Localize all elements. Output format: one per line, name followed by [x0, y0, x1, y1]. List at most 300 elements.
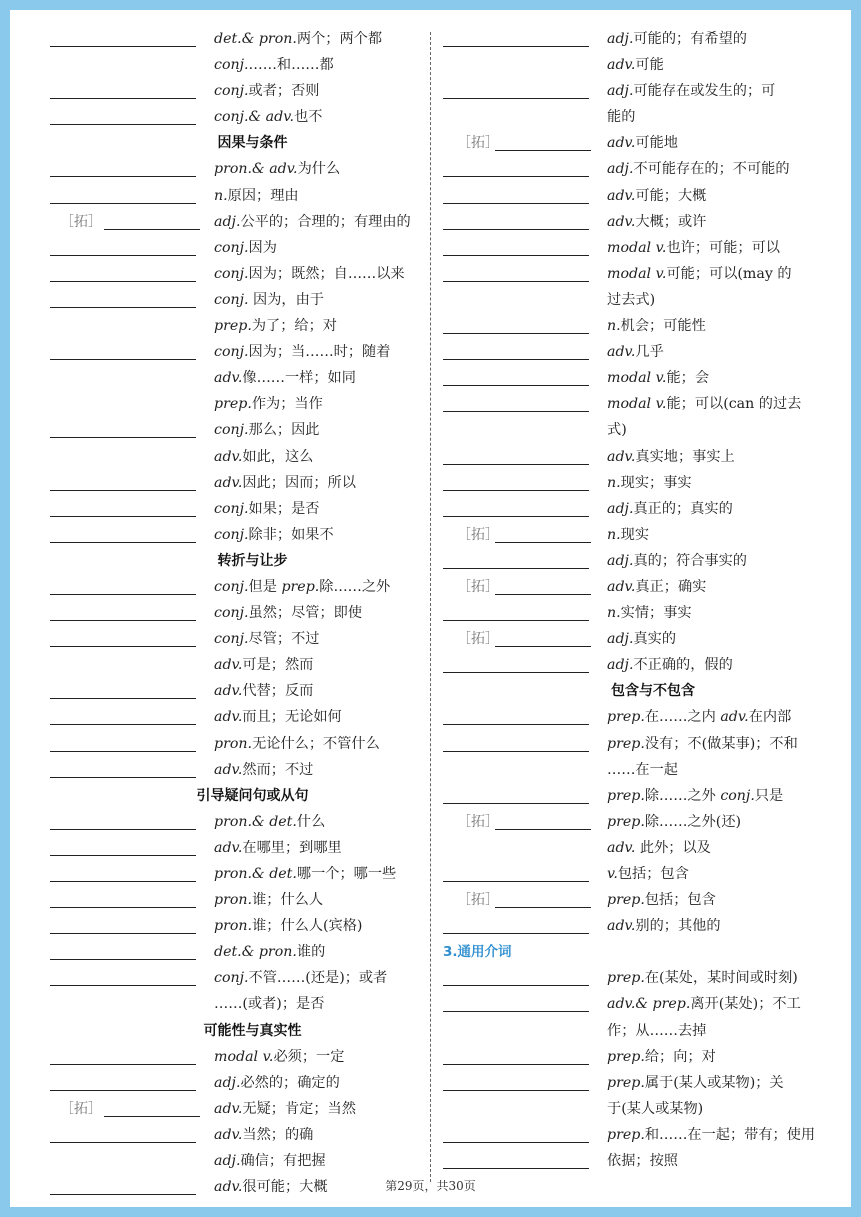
definition: [443, 704, 823, 730]
meaning-text: 两个；两个都: [296, 31, 383, 47]
meaning-text: 实情；事实: [620, 605, 692, 622]
meaning-text: ……(或者)；是否: [214, 996, 325, 1013]
vocab-row: [50, 678, 425, 704]
answer-blank[interactable]: [50, 855, 196, 856]
answer-blank[interactable]: [50, 1142, 196, 1143]
part-of-speech: pron.& adv.: [214, 161, 298, 178]
answer-blank[interactable]: [443, 751, 589, 752]
answer-blank[interactable]: [50, 307, 196, 308]
answer-blank[interactable]: [495, 594, 591, 595]
meaning-text: 包括；包含: [644, 892, 716, 909]
answer-blank[interactable]: [50, 437, 196, 438]
part-of-speech: adv.: [720, 709, 749, 726]
document-page: [10, 10, 851, 1207]
part-of-speech: prep.: [281, 578, 320, 595]
meaning-text: 代替；反而: [242, 683, 314, 700]
definition: [443, 1096, 823, 1122]
vocab-row: [443, 835, 823, 861]
definition: [50, 26, 425, 52]
meaning-text: 可是；然而: [242, 657, 314, 674]
meaning-text: 如此，这么: [242, 448, 314, 465]
answer-blank[interactable]: [50, 594, 196, 595]
definition: [50, 652, 425, 678]
definition: [50, 1070, 425, 1096]
definition: [50, 235, 425, 261]
meaning-text: 像……一样；如同: [242, 370, 356, 387]
part-of-speech: modal v.: [607, 265, 667, 282]
meaning-text: 可能: [635, 57, 664, 74]
meaning-text: 因此；因而；所以: [242, 474, 356, 491]
definition: [443, 417, 823, 443]
answer-blank[interactable]: [443, 933, 589, 934]
definition: [50, 156, 425, 182]
meaning-text: 谁；什么人(宾格): [252, 918, 363, 935]
meaning-text: 除……之外: [319, 578, 391, 595]
answer-blank[interactable]: [443, 1090, 589, 1091]
answer-blank[interactable]: [50, 98, 196, 99]
section-heading: 可能性与真实性: [203, 1022, 302, 1039]
part-of-speech: prep.: [607, 970, 645, 987]
vocab-row: [50, 391, 425, 417]
meaning-text: 真实地；事实上: [635, 448, 735, 465]
part-of-speech: adj.: [607, 552, 634, 569]
answer-blank[interactable]: [443, 1064, 589, 1065]
meaning-text: 因为；当……时；随着: [248, 344, 391, 361]
definition: [443, 913, 823, 939]
vocab-row: [443, 26, 823, 52]
right-column: [443, 26, 823, 1174]
answer-blank[interactable]: [50, 359, 196, 360]
definition: [50, 913, 425, 939]
definition: [443, 339, 823, 365]
meaning-text: 作；从……去掉: [607, 1022, 707, 1039]
part-of-speech: conj.: [214, 239, 249, 256]
answer-blank[interactable]: [50, 881, 196, 882]
vocab-row: [443, 470, 823, 496]
vocab-row: [443, 52, 823, 78]
definition: [50, 391, 425, 417]
answer-blank[interactable]: [443, 881, 589, 882]
part-of-speech: pron.& det.: [214, 813, 297, 830]
vocab-row: [443, 444, 823, 470]
definition: [443, 78, 823, 104]
part-of-speech: adv.: [214, 761, 243, 778]
answer-blank[interactable]: [50, 933, 196, 934]
section-heading: 引导疑问句或从句: [196, 787, 309, 804]
meaning-text: 没有；不(做某事)；不和: [644, 735, 798, 752]
vocab-row: [443, 365, 823, 391]
part-of-speech: n.: [607, 526, 621, 543]
meaning-text: 为什么: [297, 161, 341, 178]
vocab-row: [50, 939, 425, 965]
part-of-speech: conj.: [214, 265, 249, 282]
definition: [443, 652, 823, 678]
vocab-row: [50, 887, 425, 913]
vocab-row: [443, 78, 823, 104]
vocab-row: [50, 522, 425, 548]
part-of-speech: adj.: [214, 1074, 241, 1091]
part-of-speech: conj.: [720, 787, 755, 804]
answer-blank[interactable]: [50, 490, 196, 491]
definition: [50, 78, 425, 104]
vocab-row: [443, 261, 823, 287]
part-of-speech: adv.: [607, 57, 636, 74]
answer-blank[interactable]: [443, 490, 589, 491]
vocab-row: [50, 1148, 425, 1174]
definition: [443, 470, 823, 496]
definition: [50, 313, 425, 339]
answer-blank[interactable]: [50, 777, 196, 778]
vocab-row: [50, 444, 425, 470]
definition: [443, 548, 823, 574]
meaning-text: 在内部: [748, 709, 792, 726]
part-of-speech: prep.: [607, 892, 645, 909]
meaning-text: 离开(某处)；不工: [690, 996, 801, 1013]
part-of-speech: conj.: [214, 631, 249, 648]
vocab-row: [443, 522, 823, 548]
meaning-text: 包括；包含: [617, 866, 689, 882]
answer-blank[interactable]: [443, 568, 589, 569]
part-of-speech: adv.: [214, 1100, 243, 1117]
page-footer: 第29页，共30页: [385, 1179, 476, 1193]
part-of-speech: prep.: [607, 735, 645, 752]
vocab-row: [443, 417, 823, 443]
meaning-text: 当然；的确: [242, 1126, 314, 1143]
definition: [443, 600, 823, 626]
definition: [443, 1018, 823, 1044]
meaning-text: 或者；否则: [248, 83, 320, 100]
definition: [50, 731, 425, 757]
meaning-text: 真正；确实: [635, 578, 707, 595]
vocab-row: [443, 209, 823, 235]
part-of-speech: det.& pron.: [214, 944, 297, 961]
vocab-row: [443, 313, 823, 339]
part-of-speech: conj.: [214, 344, 249, 361]
definition: [50, 574, 425, 600]
part-of-speech: adv.: [607, 135, 636, 152]
vocab-row: [50, 1044, 425, 1070]
answer-blank[interactable]: [443, 359, 589, 360]
vocab-row: [443, 783, 823, 809]
part-of-speech: conj.: [214, 970, 249, 987]
meaning-text: 因为；既然；自……以来: [248, 265, 405, 282]
definition: [50, 991, 425, 1017]
extension-tag: ［拓］: [457, 813, 499, 830]
answer-blank[interactable]: [104, 229, 200, 230]
definition: [50, 444, 425, 470]
vocab-row: [50, 78, 425, 104]
answer-blank[interactable]: [50, 1194, 196, 1195]
definition: [50, 417, 425, 443]
answer-blank[interactable]: [50, 751, 196, 752]
part-of-speech: prep.: [607, 813, 645, 830]
vocab-row: [50, 104, 425, 130]
vocab-row: [50, 339, 425, 365]
answer-blank[interactable]: [443, 281, 589, 282]
answer-blank[interactable]: [443, 229, 589, 230]
answer-blank[interactable]: [443, 724, 589, 725]
definition: [443, 1122, 823, 1148]
vocab-row: [50, 1096, 425, 1122]
meaning-text: 然而；不过: [242, 761, 314, 778]
meaning-text: 必须；一定: [273, 1048, 345, 1065]
answer-blank[interactable]: [443, 516, 589, 517]
meaning-text: 也许；可能；可以: [666, 239, 780, 256]
answer-blank[interactable]: [443, 385, 589, 386]
meaning-text: ……在一起: [607, 761, 678, 778]
meaning-text: 现实: [620, 526, 650, 543]
part-of-speech: adj.: [607, 631, 634, 648]
vocab-row: [50, 365, 425, 391]
vocab-row: [50, 183, 425, 209]
definition: [50, 704, 425, 730]
definition: [443, 835, 823, 861]
column-divider: [430, 32, 431, 1182]
vocab-row: [443, 574, 823, 600]
vocab-row: [50, 417, 425, 443]
definition: [50, 1148, 425, 1174]
meaning-text: 可能存在或发生的；可: [633, 83, 776, 100]
meaning-text: 真实的: [633, 631, 677, 648]
definition: [443, 156, 823, 182]
answer-blank[interactable]: [495, 907, 591, 908]
part-of-speech: conj.: [214, 578, 249, 595]
meaning-text: 可能地: [635, 135, 678, 152]
meaning-text: 因为: [248, 239, 277, 256]
answer-blank[interactable]: [50, 829, 196, 830]
answer-blank[interactable]: [443, 46, 589, 47]
meaning-text: 无论什么；不管什么: [252, 735, 380, 752]
answer-blank[interactable]: [443, 1142, 589, 1143]
vocab-row: [443, 156, 823, 182]
answer-blank[interactable]: [443, 176, 589, 177]
answer-blank[interactable]: [50, 620, 196, 621]
meaning-text: 尽管；不过: [248, 631, 320, 648]
answer-blank[interactable]: [50, 646, 196, 647]
meaning-text: 谁；什么人: [252, 892, 324, 909]
section-heading: 包含与不包含: [611, 683, 695, 700]
answer-blank[interactable]: [50, 1090, 196, 1091]
vocab-row: [443, 391, 823, 417]
definition: [443, 757, 823, 783]
meaning-text: 真正的；真实的: [633, 500, 733, 517]
answer-blank[interactable]: [443, 203, 589, 204]
vocab-row: [443, 626, 823, 652]
vocab-row: [50, 209, 425, 235]
answer-blank[interactable]: [50, 516, 196, 517]
answer-blank[interactable]: [443, 985, 589, 986]
meaning-text: 除……之外: [644, 787, 721, 804]
meaning-text: 确信；有把握: [240, 1153, 326, 1170]
vocab-row: [50, 313, 425, 339]
answer-blank[interactable]: [50, 255, 196, 256]
part-of-speech: pron.& det.: [214, 866, 297, 882]
definition: [50, 939, 425, 965]
answer-blank[interactable]: [443, 98, 589, 99]
part-of-speech: conj.: [214, 83, 249, 100]
vocab-row: [50, 470, 425, 496]
part-of-speech: conj.& adv.: [214, 109, 295, 126]
answer-blank[interactable]: [443, 333, 589, 334]
vocab-row: [443, 809, 823, 835]
answer-blank[interactable]: [495, 829, 591, 830]
definition: [50, 496, 425, 522]
meaning-text: 为了；给；对: [251, 318, 337, 335]
definition: [443, 731, 823, 757]
extension-tag: ［拓］: [60, 213, 102, 230]
vocab-row: [443, 913, 823, 939]
meaning-text: 式): [607, 422, 627, 439]
vocab-row: [443, 1148, 823, 1174]
part-of-speech: adv.: [607, 839, 636, 856]
definition: [50, 809, 425, 835]
part-of-speech: adv.: [607, 344, 636, 361]
answer-blank[interactable]: [50, 124, 196, 125]
meaning-text: 什么: [296, 813, 326, 830]
definition: [50, 965, 425, 991]
answer-blank[interactable]: [50, 724, 196, 725]
vocab-row: [443, 757, 823, 783]
part-of-speech: prep.: [214, 318, 252, 335]
definition: [50, 1096, 425, 1122]
part-of-speech: adv.: [607, 187, 636, 204]
answer-blank[interactable]: [50, 1064, 196, 1065]
vocab-row: [50, 835, 425, 861]
vocab-row: [443, 704, 823, 730]
vocab-row: [50, 809, 425, 835]
answer-blank[interactable]: [50, 176, 196, 177]
vocab-row: [443, 1018, 823, 1044]
answer-blank[interactable]: [50, 203, 196, 204]
part-of-speech: prep.: [607, 709, 645, 726]
answer-blank[interactable]: [50, 46, 196, 47]
vocab-row: [443, 652, 823, 678]
answer-blank[interactable]: [50, 281, 196, 282]
answer-blank[interactable]: [495, 542, 591, 543]
answer-blank[interactable]: [50, 907, 196, 908]
part-of-speech: adj.: [607, 161, 634, 178]
answer-blank[interactable]: [495, 150, 591, 151]
part-of-speech: adv.: [214, 839, 243, 856]
definition: [50, 261, 425, 287]
part-of-speech: pron.: [214, 918, 253, 935]
vocab-row: [443, 1122, 823, 1148]
part-of-speech: prep.: [607, 1074, 645, 1091]
definition: [50, 600, 425, 626]
meaning-text: 如果；是否: [248, 500, 320, 517]
vocab-row: [443, 104, 823, 130]
answer-blank[interactable]: [443, 1011, 589, 1012]
meaning-text: 不管……(还是)；或者: [248, 970, 388, 987]
vocab-row: [443, 183, 823, 209]
vocab-row: [50, 26, 425, 52]
answer-blank[interactable]: [443, 620, 589, 621]
part-of-speech: conj.: [214, 291, 249, 308]
answer-blank[interactable]: [443, 672, 589, 673]
vocab-row: [50, 913, 425, 939]
meaning-text: 能；会: [666, 370, 710, 387]
vocab-row: [50, 704, 425, 730]
answer-blank[interactable]: [495, 646, 591, 647]
part-of-speech: prep.: [607, 1126, 645, 1143]
part-of-speech: adv.: [607, 578, 636, 595]
vocab-row: [50, 991, 425, 1017]
meaning-text: 除非；如果不: [248, 526, 334, 543]
vocab-row: [50, 965, 425, 991]
part-of-speech: adv.: [214, 709, 243, 726]
definition: [443, 365, 823, 391]
meaning-text: 可能；大概: [635, 187, 707, 204]
part-of-speech: adv.: [214, 657, 243, 674]
definition: [50, 104, 425, 130]
definition: [443, 235, 823, 261]
definition: [443, 444, 823, 470]
part-of-speech: adv.: [214, 683, 243, 700]
vocab-row: [50, 496, 425, 522]
part-of-speech: conj.: [214, 605, 249, 622]
meaning-text: 公平的；合理的；有理由的: [240, 213, 411, 230]
definition: [443, 52, 823, 78]
vocab-row: [443, 887, 823, 913]
vocab-row: [443, 1044, 823, 1070]
part-of-speech: prep.: [607, 1048, 645, 1065]
answer-blank[interactable]: [443, 1168, 589, 1169]
meaning-text: 在(某处，某时间或时刻): [644, 970, 798, 987]
part-of-speech: prep.: [607, 787, 645, 804]
meaning-text: 大概；或许: [635, 213, 707, 230]
meaning-text: 此外；以及: [635, 839, 711, 856]
answer-blank[interactable]: [443, 411, 589, 412]
vocab-row: [443, 339, 823, 365]
vocab-row: [50, 1070, 425, 1096]
answer-blank[interactable]: [443, 803, 589, 804]
definition: [50, 861, 425, 887]
definition: [443, 887, 823, 913]
vocab-row: [50, 261, 425, 287]
meaning-text: 无疑；肯定；当然: [242, 1100, 356, 1117]
answer-blank[interactable]: [50, 985, 196, 986]
answer-blank[interactable]: [50, 698, 196, 699]
vocab-row: [443, 965, 823, 991]
meaning-text: 也不: [294, 109, 323, 126]
part-of-speech: n.: [607, 474, 621, 491]
vocab-row: [443, 548, 823, 574]
meaning-text: 作为；当作: [251, 396, 323, 413]
vocab-row: [50, 574, 425, 600]
extension-tag: ［拓］: [60, 1100, 102, 1117]
definition: [443, 626, 823, 652]
section-heading: 转折与让步: [217, 552, 288, 569]
part-of-speech: pron.: [214, 892, 253, 909]
meaning-text: 不可能存在的；不可能的: [633, 161, 790, 178]
answer-blank[interactable]: [104, 1116, 200, 1117]
part-of-speech: conj.: [214, 526, 249, 543]
meaning-text: 别的；其他的: [635, 918, 721, 935]
meaning-text: 能的: [607, 109, 636, 126]
answer-blank[interactable]: [50, 959, 196, 960]
definition: [443, 574, 823, 600]
definition: [443, 809, 823, 835]
definition: [50, 522, 425, 548]
part-of-speech: modal v.: [607, 239, 667, 256]
part-of-speech: adv.: [607, 213, 636, 230]
vocab-row: [443, 991, 823, 1017]
vocab-row: [50, 861, 425, 887]
answer-blank[interactable]: [443, 464, 589, 465]
answer-blank[interactable]: [50, 542, 196, 543]
answer-blank[interactable]: [443, 255, 589, 256]
definition: [50, 626, 425, 652]
